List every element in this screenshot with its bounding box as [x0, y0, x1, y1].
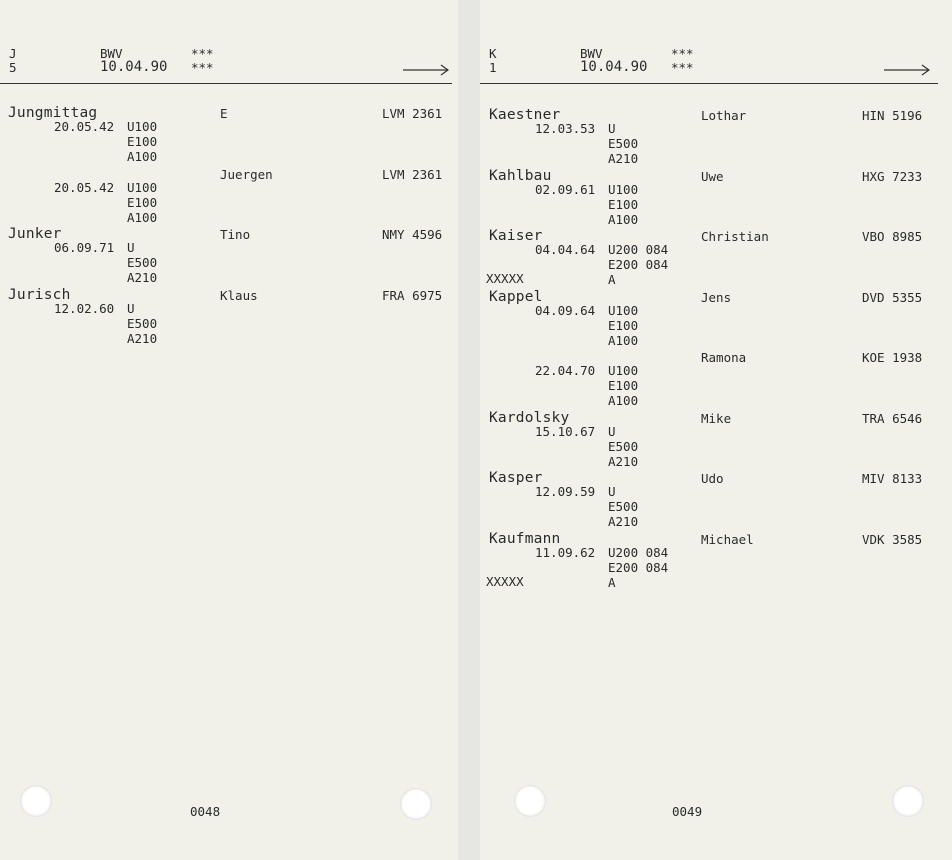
entry-plate: HXG 7233 [862, 168, 923, 184]
entry-code: A100 [127, 209, 158, 225]
entry-code: U100 [608, 302, 639, 318]
entry-code: U200 084 [608, 242, 669, 257]
entry-code: E200 084 [608, 559, 669, 575]
entry-code: A210 [127, 330, 158, 346]
entry-code: A100 [608, 393, 639, 408]
header-date: 10.04.90 [580, 59, 648, 75]
entry-surname: Kaestner [489, 107, 561, 123]
entry-code: U100 [608, 363, 639, 378]
entry-mark: XXXXX [486, 271, 524, 286]
entry-code: E500 [127, 255, 158, 270]
entry-date: 12.02.60 [54, 300, 115, 316]
entry-date: 12.03.53 [535, 121, 596, 136]
entry-firstname: Ramona [701, 350, 747, 365]
entry-date: 02.09.61 [535, 181, 596, 197]
entry-code: A210 [608, 514, 639, 529]
header-code: BWV [100, 46, 123, 61]
entry-plate: KOE 1938 [862, 350, 923, 365]
punch-hole [892, 785, 924, 817]
entry-plate: FRA 6975 [382, 287, 443, 303]
page-number: 0048 [190, 804, 221, 819]
entry-code: E100 [127, 134, 158, 149]
header-number: 5 [9, 60, 17, 75]
left-card-page [0, 0, 458, 860]
entry-surname: Kardolsky [489, 409, 570, 426]
entry-code: U [127, 300, 135, 316]
entry-firstname: E [220, 106, 228, 121]
entry-code: E500 [608, 499, 639, 514]
entry-code: U [127, 240, 135, 255]
header-date: 10.04.90 [100, 59, 168, 75]
page-number: 0049 [672, 804, 703, 819]
header-letter: K [489, 46, 497, 61]
entry-code: U200 084 [608, 544, 669, 560]
entry-date: 04.04.64 [535, 242, 596, 257]
entry-date: 12.09.59 [535, 484, 596, 499]
entry-plate: DVD 5355 [862, 289, 923, 305]
entry-date: 15.10.67 [535, 423, 596, 439]
entry-surname: Kahlbau [489, 167, 552, 184]
entry-firstname: Tino [220, 227, 251, 242]
entry-plate: VBO 8985 [862, 229, 923, 244]
entry-plate: TRA 6546 [862, 410, 923, 426]
entry-code: A100 [608, 332, 639, 348]
header-number: 1 [489, 60, 497, 75]
entry-code: E100 [608, 196, 639, 212]
punch-hole [514, 785, 546, 817]
entry-date: 20.05.42 [54, 179, 115, 195]
header-stars: *** [671, 46, 694, 61]
entry-surname: Jungmittag [8, 105, 98, 121]
entry-code: U100 [127, 119, 158, 134]
entry-surname: Kappel [489, 288, 543, 305]
entry-mark: XXXXX [486, 573, 524, 589]
entry-code: U100 [127, 179, 158, 195]
entry-date: 22.04.70 [535, 363, 596, 378]
entry-plate: LVM 2361 [382, 166, 443, 182]
entry-surname: Junker [8, 226, 62, 242]
entry-firstname: Klaus [220, 287, 258, 303]
entry-code: E100 [127, 194, 158, 210]
entry-code: A100 [608, 211, 639, 227]
entry-firstname: Lothar [701, 108, 747, 123]
entry-code: U [608, 121, 616, 136]
header-stars: *** [191, 46, 214, 61]
entry-plate: LVM 2361 [382, 106, 443, 121]
entry-plate: NMY 4596 [382, 227, 443, 242]
entry-code: A210 [608, 453, 639, 469]
punch-hole [20, 785, 52, 817]
entry-code: A100 [127, 149, 158, 164]
entry-code: U [608, 423, 616, 439]
entry-firstname: Juergen [220, 166, 273, 182]
arrow-right-icon [403, 64, 449, 76]
entry-code: E500 [608, 136, 639, 151]
right-card-page [480, 0, 952, 860]
header-divider [480, 83, 938, 84]
entry-date: 20.05.42 [54, 119, 115, 134]
header-letter: J [9, 46, 17, 61]
entry-surname: Jurisch [8, 286, 71, 303]
entry-firstname: Christian [701, 229, 769, 244]
entry-code: A210 [127, 270, 158, 285]
entry-firstname: Udo [701, 471, 724, 486]
header-stars: *** [671, 60, 694, 75]
entry-firstname: Mike [701, 410, 732, 426]
punch-hole [400, 788, 432, 820]
entry-date: 04.09.64 [535, 302, 596, 318]
entry-code: A210 [608, 151, 639, 166]
entry-plate: HIN 5196 [862, 108, 923, 123]
header-divider [0, 83, 452, 84]
entry-code: E500 [127, 315, 158, 331]
entry-firstname: Uwe [701, 168, 724, 184]
entry-surname: Kasper [489, 470, 543, 486]
entry-code: E100 [608, 378, 639, 393]
entry-date: 06.09.71 [54, 240, 115, 255]
entry-firstname: Jens [701, 289, 732, 305]
entry-plate: MIV 8133 [862, 471, 923, 486]
entry-surname: Kaiser [489, 228, 543, 244]
entry-code: A [608, 272, 616, 287]
entry-code: U100 [608, 181, 639, 197]
entry-firstname: Michael [701, 531, 754, 547]
header-code: BWV [580, 46, 603, 61]
entry-code: E500 [608, 438, 639, 454]
entry-code: E100 [608, 317, 639, 333]
entry-code: A [608, 574, 616, 590]
entry-code: U [608, 484, 616, 499]
entry-plate: VDK 3585 [862, 531, 923, 547]
arrow-right-icon [884, 64, 930, 76]
entry-surname: Kaufmann [489, 530, 561, 547]
header-stars: *** [191, 60, 214, 75]
entry-code: E200 084 [608, 257, 669, 272]
entry-date: 11.09.62 [535, 544, 596, 560]
